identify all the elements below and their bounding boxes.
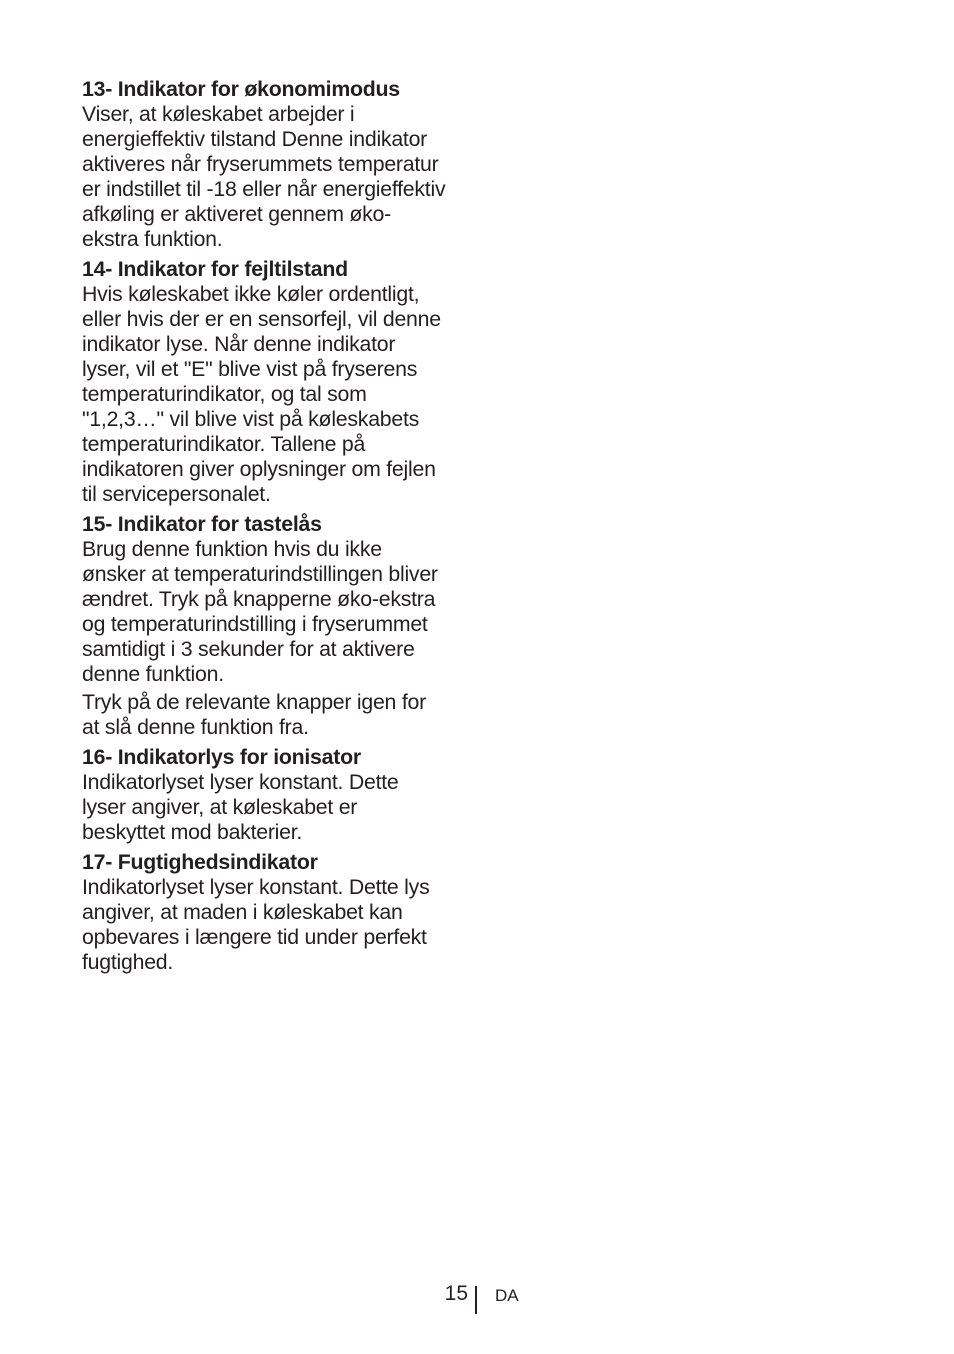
section-heading: 15- Indikator for tastelås [82,512,322,536]
section-heading: 16- Indikatorlys for ionisator [82,745,361,769]
section-economy-mode-indicator [82,77,474,252]
section-paragraph: Indikatorlyset lyser konstant. Dette lys angiver, at maden i køleskabet kan opbevares i længere tid under perfekt fugtighed. [82,875,430,974]
section-key-lock-indicator [82,512,474,740]
section-ionizer-indicator [82,745,474,845]
section-heading: 17- Fugtighedsindikator [82,850,318,874]
page-footer [0,1282,954,1316]
section-heading: 14- Indikator for fejltilstand [82,257,348,281]
section-humidity-indicator [82,850,474,975]
section-paragraph: Hvis køleskabet ikke køler ordentligt, eller hvis der er en sensorfejl, vil denne indikator lyse. Når denne indikator lyser, vil et "E" blive vist på fryserens temperaturindikator, og tal som "1,2,3…" vil blive vist på køleskabets temperaturindikator. Tallene på indikatoren giver oplysninger om fejlen til servicepersonalet. [82,282,441,506]
language-code: DA [495,1286,519,1305]
text-column [82,77,474,980]
section-heading: 13- Indikator for økonomimodus [82,77,400,101]
section-paragraph: Tryk på de relevante knapper igen for at slå denne funktion fra. [82,690,426,739]
section-error-indicator [82,257,474,507]
section-paragraph: Brug denne funktion hvis du ikke ønsker at temperaturindstillingen bliver ændret. Tryk på knapperne øko-ekstra og temperaturindstilling i fryserummet samtidigt i 3 sekunder for at aktivere denne funktion. [82,537,438,686]
section-paragraph: Viser, at køleskabet arbejder i energieffektiv tilstand Denne indikator aktiveres når fryserummets temperatur er indstillet til -18 eller når energieffektiv afkøling er aktiveret gennem øko- ekstra funktion. [82,102,446,251]
footer-divider [475,1286,477,1314]
page-number: 15 [444,1282,468,1305]
section-paragraph: Indikatorlyset lyser konstant. Dette lyser angiver, at køleskabet er beskyttet mod bakterier. [82,770,399,844]
